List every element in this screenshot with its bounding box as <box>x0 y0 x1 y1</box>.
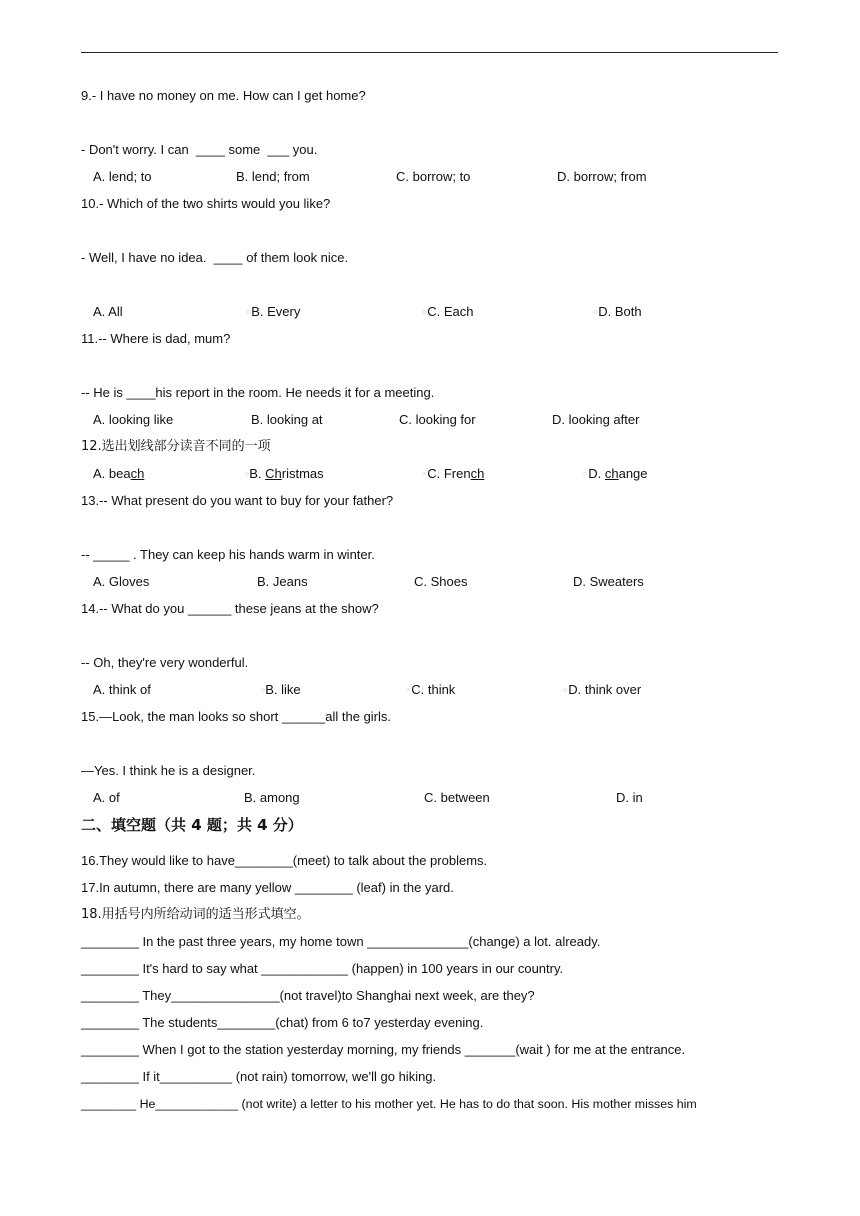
q18-item: ________ He____________ (not write) a letter to his mother yet. He has to do that soon. His mother misses him <box>81 1097 697 1111</box>
q16-text: 16.They would like to have________(meet) to talk about the problems. <box>81 853 488 868</box>
q14-stem: 14.-- What do you ______ these jeans at the show? <box>81 601 379 616</box>
q12-option-c[interactable]: ○C. French <box>422 466 485 481</box>
q14-option-a[interactable]: A. think of <box>93 682 151 697</box>
q18-item: ________ They_______________(not travel)to Shanghai next week, are they? <box>81 988 535 1003</box>
q13-option-b[interactable]: B. Jeans <box>257 574 308 589</box>
q10-option-d[interactable]: ○D. Both <box>593 304 642 319</box>
q10-stem: 10.- Which of the two shirts would you like? <box>81 196 331 211</box>
q14-option-b[interactable]: ○B. like <box>260 682 301 697</box>
q13-option-d[interactable]: D. Sweaters <box>573 574 644 589</box>
q9-stem: 9.- I have no money on me. How can I get home? <box>81 88 366 103</box>
q13-stem: 13.-- What present do you want to buy for your father? <box>81 493 394 508</box>
q9-reply: - Don't worry. I can ____ some ___ you. <box>81 142 318 157</box>
q15-reply: —Yes. I think he is a designer. <box>81 763 256 778</box>
radio-dot-icon: ○ <box>244 470 249 478</box>
radio-dot-icon: ○ <box>422 308 427 316</box>
q11-stem: 11.-- Where is dad, mum? <box>81 331 231 346</box>
q14-reply: -- Oh, they're very wonderful. <box>81 655 249 670</box>
q9-option-a[interactable]: A. lend; to <box>93 169 152 184</box>
q15-option-d[interactable]: D. in <box>616 790 643 805</box>
radio-dot-icon: ○ <box>406 686 411 694</box>
q10-option-a[interactable]: A. All <box>93 304 123 319</box>
q18-item: ________ In the past three years, my home town ______________(change) a lot. already. <box>81 934 601 949</box>
q10-option-b[interactable]: ○B. Every <box>246 304 301 319</box>
q18-item: ________ It's hard to say what ____________ (happen) in 100 years in our country. <box>81 961 564 976</box>
q10-reply: - Well, I have no idea. ____ of them look nice. <box>81 250 349 265</box>
q15-stem: 15.—Look, the man looks so short ______all the girls. <box>81 709 392 724</box>
radio-dot-icon: ○ <box>422 470 427 478</box>
q14-option-d[interactable]: ○D. think over <box>563 682 642 697</box>
q12-option-b[interactable]: ○B. Christmas <box>244 466 324 481</box>
q9-option-d[interactable]: D. borrow; from <box>557 169 647 184</box>
radio-dot-icon: ○ <box>260 686 265 694</box>
radio-dot-icon: ○ <box>563 686 568 694</box>
q18-item: ________ When I got to the station yesterday morning, my friends _______(wait ) for me at the entrance. <box>81 1042 686 1057</box>
q13-option-c[interactable]: C. Shoes <box>414 574 468 589</box>
q12-stem: 12.选出划线部分读音不同的一项 <box>81 439 271 454</box>
q18-item: ________ The students________(chat) from 6 to7 yesterday evening. <box>81 1015 484 1030</box>
q15-option-a[interactable]: A. of <box>93 790 120 805</box>
q11-reply: -- He is ____his report in the room. He needs it for a meeting. <box>81 385 435 400</box>
q14-option-c[interactable]: ○C. think <box>406 682 456 697</box>
q11-option-d[interactable]: D. looking after <box>552 412 640 427</box>
header-rule <box>81 52 778 53</box>
radio-dot-icon: ○ <box>583 470 588 478</box>
q12-option-d[interactable]: ○D. change <box>583 466 648 481</box>
q12-option-a[interactable]: A. beach <box>93 466 145 481</box>
q13-option-a[interactable]: A. Gloves <box>93 574 150 589</box>
q15-option-b[interactable]: B. among <box>244 790 300 805</box>
section-heading: 二、填空题（共 4 题；共 4 分） <box>81 816 303 834</box>
q11-option-b[interactable]: B. looking at <box>251 412 323 427</box>
q11-option-a[interactable]: A. looking like <box>93 412 174 427</box>
q18-stem: 18.用括号内所给动词的适当形式填空。 <box>81 907 310 922</box>
q10-option-c[interactable]: ○C. Each <box>422 304 474 319</box>
radio-dot-icon: ○ <box>593 308 598 316</box>
q15-option-c[interactable]: C. between <box>424 790 490 805</box>
q9-option-b[interactable]: B. lend; from <box>236 169 310 184</box>
q11-option-c[interactable]: C. looking for <box>399 412 476 427</box>
q13-reply: -- _____ . They can keep his hands warm in winter. <box>81 547 375 562</box>
q17-text: 17.In autumn, there are many yellow ________ (leaf) in the yard. <box>81 880 454 895</box>
q9-option-c[interactable]: C. borrow; to <box>396 169 471 184</box>
radio-dot-icon: ○ <box>246 308 251 316</box>
q18-item: ________ If it__________ (not rain) tomorrow, we'll go hiking. <box>81 1069 437 1084</box>
